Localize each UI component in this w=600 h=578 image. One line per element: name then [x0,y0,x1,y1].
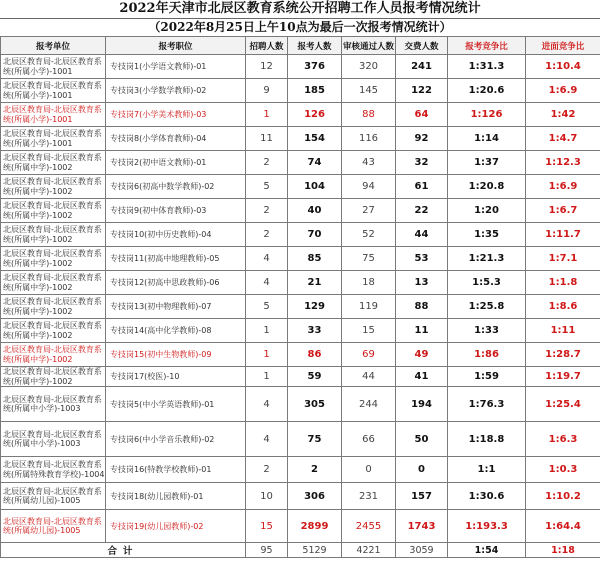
table-row [1,319,600,343]
total-paid: 3059 [396,543,448,558]
table-row [1,151,600,175]
cell-unit: 北辰区教育局-北辰区教育系统(所属小学)-1001 [1,79,106,103]
cell-ratio: 1:20 [448,199,526,223]
header-position: 报考职位 [106,37,246,55]
cell-interview-ratio: 1:25.4 [526,387,600,422]
cell-ratio: 1:35 [448,223,526,247]
cell-position: 专技岗6(初高中数学教师)-02 [106,175,246,199]
cell-unit: 北辰区教育局-北辰区教育系统(所属幼儿园)-1005 [1,510,106,543]
header-ratio: 报考竞争比 [448,37,526,55]
table-row [1,175,600,199]
cell-hires: 2 [246,457,288,483]
cell-position: 专技岗2(初中语文教师)-01 [106,151,246,175]
cell-paid: 64 [396,103,448,127]
cell-ratio: 1:30.6 [448,483,526,510]
cell-approved: 231 [342,483,396,510]
cell-ratio: 1:25.8 [448,295,526,319]
cell-interview-ratio: 1:11.7 [526,223,600,247]
cell-paid: 1743 [396,510,448,543]
cell-position: 专技岗11(初高中地理教师)-05 [106,247,246,271]
cell-position: 专技岗6(中小学音乐教师)-02 [106,422,246,457]
table-row [1,343,600,367]
cell-applicants: 21 [288,271,342,295]
cell-interview-ratio: 1:6.9 [526,175,600,199]
cell-interview-ratio: 1:8.6 [526,295,600,319]
header-approved: 审核通过人数 [342,37,396,55]
table-row [1,367,600,387]
cell-unit: 北辰区教育局-北辰区教育系统(所属小学)-1001 [1,127,106,151]
cell-applicants: 185 [288,79,342,103]
cell-interview-ratio: 1:6.7 [526,199,600,223]
cell-paid: 11 [396,319,448,343]
cell-hires: 1 [246,103,288,127]
cell-paid: 88 [396,295,448,319]
cell-approved: 52 [342,223,396,247]
cell-applicants: 86 [288,343,342,367]
cell-ratio: 1:21.3 [448,247,526,271]
sheet-subtitle: （2022年8月25日上午10点为最后一次报考情况统计） [148,20,452,34]
cell-applicants: 104 [288,175,342,199]
cell-unit: 北辰区教育局-北辰区教育系统(所属中学)-1002 [1,151,106,175]
cell-paid: 194 [396,387,448,422]
cell-unit: 北辰区教育局-北辰区教育系统(所属小学)-1001 [1,103,106,127]
table-row [1,510,600,543]
cell-unit: 北辰区教育局-北辰区教育系统(所属中学)-1002 [1,247,106,271]
cell-ratio: 1:14 [448,127,526,151]
cell-paid: 92 [396,127,448,151]
total-row [1,543,600,558]
cell-interview-ratio: 1:1.8 [526,271,600,295]
cell-unit: 北辰区教育局-北辰区教育系统(所属幼儿园)-1005 [1,483,106,510]
cell-paid: 41 [396,367,448,387]
cell-approved: 119 [342,295,396,319]
table-row [1,199,600,223]
cell-ratio: 1:20.6 [448,79,526,103]
cell-paid: 22 [396,199,448,223]
cell-hires: 2 [246,151,288,175]
cell-approved: 94 [342,175,396,199]
table-row [1,55,600,79]
cell-paid: 44 [396,223,448,247]
cell-interview-ratio: 1:10.2 [526,483,600,510]
cell-unit: 北辰区教育局-北辰区教育系统(所属中学)-1002 [1,343,106,367]
total-approved: 4221 [342,543,396,558]
cell-paid: 61 [396,175,448,199]
cell-unit: 北辰区教育局-北辰区教育系统(所属中学)-1002 [1,367,106,387]
cell-hires: 1 [246,319,288,343]
total-ratio: 1:54 [448,543,526,558]
cell-applicants: 305 [288,387,342,422]
cell-hires: 2 [246,199,288,223]
cell-applicants: 74 [288,151,342,175]
cell-hires: 15 [246,510,288,543]
table-row [1,223,600,247]
cell-approved: 0 [342,457,396,483]
cell-paid: 49 [396,343,448,367]
cell-approved: 15 [342,319,396,343]
cell-paid: 241 [396,55,448,79]
cell-ratio: 1:193.3 [448,510,526,543]
cell-approved: 145 [342,79,396,103]
cell-paid: 0 [396,457,448,483]
cell-approved: 66 [342,422,396,457]
total-applicants: 5129 [288,543,342,558]
cell-approved: 320 [342,55,396,79]
cell-hires: 12 [246,55,288,79]
cell-approved: 88 [342,103,396,127]
cell-interview-ratio: 1:6.9 [526,79,600,103]
cell-position: 专技岗14(高中化学教师)-08 [106,319,246,343]
cell-hires: 5 [246,175,288,199]
cell-interview-ratio: 1:7.1 [526,247,600,271]
cell-interview-ratio: 1:11 [526,319,600,343]
cell-position: 专技岗9(初中体育教师)-03 [106,199,246,223]
table-row [1,103,600,127]
table-row [1,271,600,295]
cell-unit: 北辰区教育局-北辰区教育系统(所属中小学)-1003 [1,387,106,422]
cell-ratio: 1:37 [448,151,526,175]
cell-applicants: 2 [288,457,342,483]
cell-interview-ratio: 1:0.3 [526,457,600,483]
cell-ratio: 1:76.3 [448,387,526,422]
cell-applicants: 75 [288,422,342,457]
cell-ratio: 1:126 [448,103,526,127]
cell-applicants: 85 [288,247,342,271]
cell-unit: 北辰区教育局-北辰区教育系统(所属中学)-1002 [1,295,106,319]
cell-interview-ratio: 1:6.3 [526,422,600,457]
table-row [1,247,600,271]
cell-position: 专技岗19(幼儿园教师)-02 [106,510,246,543]
cell-unit: 北辰区教育局-北辰区教育系统(所属中学)-1002 [1,199,106,223]
cell-approved: 75 [342,247,396,271]
table-body [1,55,600,558]
cell-unit: 北辰区教育局-北辰区教育系统(所属小学)-1001 [1,55,106,79]
cell-paid: 53 [396,247,448,271]
cell-applicants: 33 [288,319,342,343]
cell-hires: 11 [246,127,288,151]
cell-hires: 4 [246,422,288,457]
cell-position: 专技岗16(特教学校教师)-01 [106,457,246,483]
header-unit: 报考单位 [1,37,106,55]
cell-paid: 13 [396,271,448,295]
cell-unit: 北辰区教育局-北辰区教育系统(所属中小学)-1003 [1,422,106,457]
table-row [1,483,600,510]
cell-position: 专技岗15(初中生物教师)-09 [106,343,246,367]
cell-ratio: 1:31.3 [448,55,526,79]
total-interview-ratio: 1:18 [526,543,600,558]
cell-position: 专技岗8(小学体育教师)-04 [106,127,246,151]
cell-unit: 北辰区教育局-北辰区教育系统(所属中学)-1002 [1,223,106,247]
cell-hires: 2 [246,223,288,247]
cell-position: 专技岗12(初高中思政教师)-06 [106,271,246,295]
cell-applicants: 126 [288,103,342,127]
cell-paid: 32 [396,151,448,175]
cell-paid: 50 [396,422,448,457]
cell-paid: 157 [396,483,448,510]
table-row [1,127,600,151]
cell-hires: 10 [246,483,288,510]
cell-applicants: 59 [288,367,342,387]
cell-ratio: 1:59 [448,367,526,387]
cell-position: 专技岗5(中小学英语教师)-01 [106,387,246,422]
cell-position: 专技岗7(小学美术教师)-03 [106,103,246,127]
cell-applicants: 2899 [288,510,342,543]
header-interview-ratio: 进面竞争比 [526,37,600,55]
total-label: 合计 [1,543,246,558]
cell-ratio: 1:1 [448,457,526,483]
cell-approved: 116 [342,127,396,151]
cell-ratio: 1:33 [448,319,526,343]
cell-approved: 18 [342,271,396,295]
cell-interview-ratio: 1:10.4 [526,55,600,79]
cell-ratio: 1:18.8 [448,422,526,457]
cell-applicants: 306 [288,483,342,510]
cell-applicants: 154 [288,127,342,151]
total-hires: 95 [246,543,288,558]
header-hires: 招聘人数 [246,37,288,55]
cell-approved: 2455 [342,510,396,543]
cell-unit: 北辰区教育局-北辰区教育系统(所属中学)-1002 [1,271,106,295]
cell-ratio: 1:86 [448,343,526,367]
cell-approved: 44 [342,367,396,387]
header-row [1,37,600,55]
cell-hires: 9 [246,79,288,103]
cell-approved: 43 [342,151,396,175]
cell-position: 专技岗3(小学数学教师)-02 [106,79,246,103]
statistics-table [0,36,600,558]
cell-ratio: 1:5.3 [448,271,526,295]
cell-position: 专技岗1(小学语文教师)-01 [106,55,246,79]
cell-paid: 122 [396,79,448,103]
header-paid: 交费人数 [396,37,448,55]
cell-interview-ratio: 1:28.7 [526,343,600,367]
cell-unit: 北辰区教育局-北辰区教育系统(所属中学)-1002 [1,319,106,343]
cell-hires: 5 [246,295,288,319]
table-row [1,295,600,319]
cell-applicants: 376 [288,55,342,79]
cell-hires: 1 [246,367,288,387]
cell-approved: 244 [342,387,396,422]
cell-position: 专技岗17(校医)-10 [106,367,246,387]
cell-applicants: 70 [288,223,342,247]
cell-interview-ratio: 1:42 [526,103,600,127]
cell-interview-ratio: 1:12.3 [526,151,600,175]
cell-unit: 北辰区教育局-北辰区教育系统(所属中学)-1002 [1,175,106,199]
table-row [1,422,600,457]
cell-interview-ratio: 1:19.7 [526,367,600,387]
cell-interview-ratio: 1:64.4 [526,510,600,543]
cell-unit: 北辰区教育局-北辰区教育系统(所属特殊教育学校)-1004 [1,457,106,483]
cell-position: 专技岗18(幼儿园教师)-01 [106,483,246,510]
cell-approved: 69 [342,343,396,367]
table-row [1,79,600,103]
cell-ratio: 1:20.8 [448,175,526,199]
cell-position: 专技岗13(初中物理教师)-07 [106,295,246,319]
cell-applicants: 40 [288,199,342,223]
header-applicants: 报考人数 [288,37,342,55]
table-row [1,387,600,422]
cell-hires: 4 [246,271,288,295]
cell-position: 专技岗10(初中历史教师)-04 [106,223,246,247]
cell-interview-ratio: 1:4.7 [526,127,600,151]
cell-hires: 4 [246,387,288,422]
sheet-title: 2022年天津市北辰区教育系统公开招聘工作人员报考情况统计 [0,0,600,19]
cell-hires: 4 [246,247,288,271]
cell-approved: 27 [342,199,396,223]
cell-hires: 1 [246,343,288,367]
table-row [1,457,600,483]
cell-applicants: 129 [288,295,342,319]
